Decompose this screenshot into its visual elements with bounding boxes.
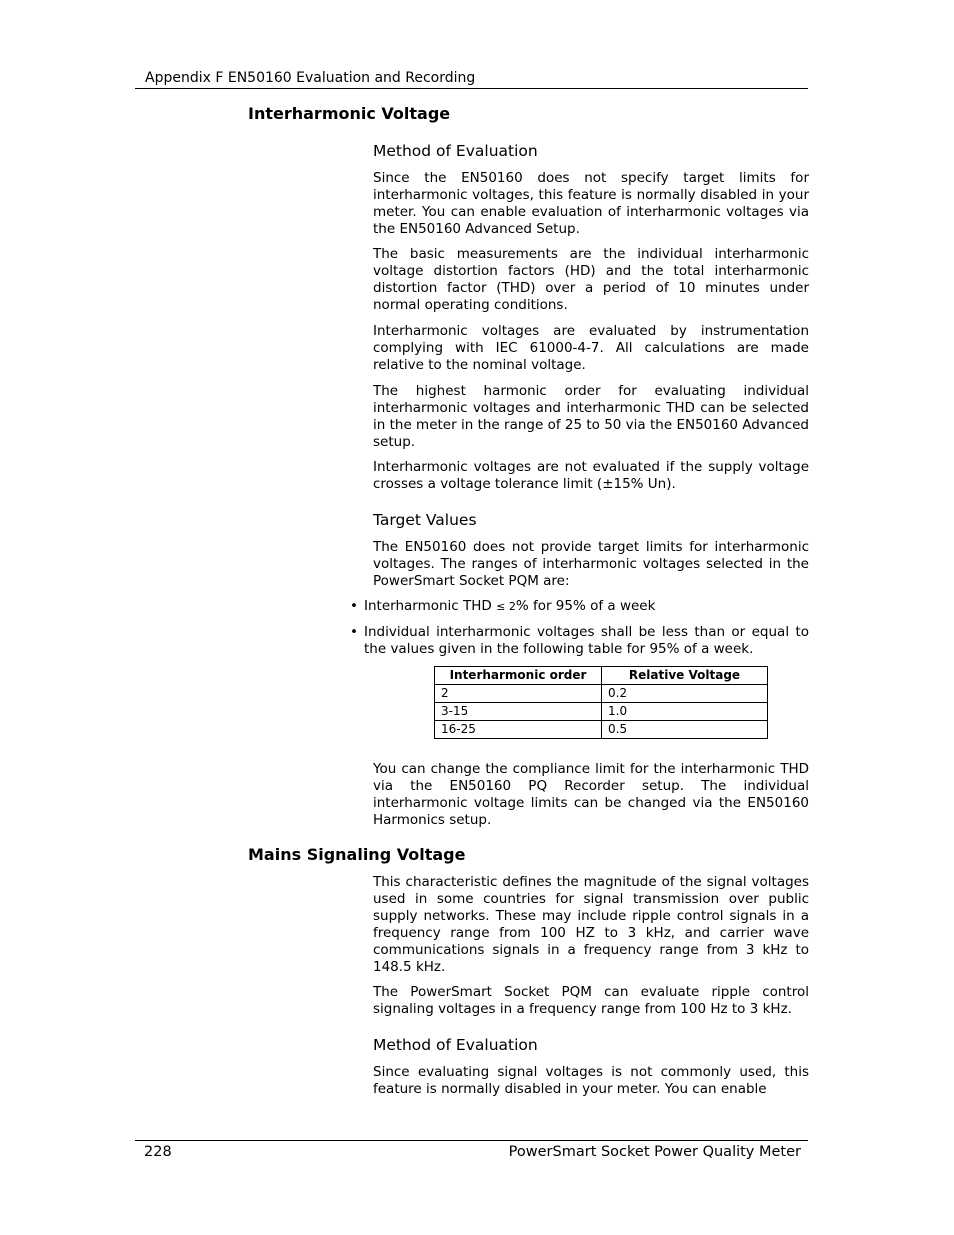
column-header: Relative Voltage — [602, 667, 768, 685]
table-row — [435, 685, 768, 703]
running-header — [135, 68, 808, 89]
bullet-icon: • — [350, 624, 358, 640]
table-cell: 16-25 — [435, 721, 602, 739]
column-header: Interharmonic order — [435, 667, 602, 685]
paragraph: The basic measurements are the individual interharmonic voltage distortion factors (HD) and the total interharmonic distortion factor (THD) over a period of 10 minutes under normal operating conditions. — [373, 246, 809, 313]
paragraph: The EN50160 does not provide target limits for interharmonic voltages. The ranges of interharmonic voltages selected in the PowerSmart Socket PQM are: — [373, 539, 809, 589]
section-title-interharmonic: Interharmonic Voltage — [248, 104, 451, 123]
paragraph: Interharmonic voltages are evaluated by instrumentation complying with IEC 61000-4-7. All calculations are made relative to the nominal voltage. — [373, 323, 809, 373]
table-header-row — [435, 667, 768, 685]
paragraph: Since the EN50160 does not specify target limits for interharmonic voltages, this feature is normally disabled in your meter. You can enable evaluation of interharmonic voltages via the EN50160 Advanced Setup. — [373, 170, 809, 237]
paragraph: Interharmonic voltages are not evaluated if the supply voltage crosses a voltage tolerance limit (±15% Un). — [373, 459, 809, 492]
table-row — [435, 703, 768, 721]
table-cell: 0.5 — [602, 721, 768, 739]
table-row — [435, 721, 768, 739]
paragraph: This characteristic defines the magnitude of the signal voltages used in some countries for signal transmission over public supply networks. These may include ripple control signals in a frequency range from 100 HZ to 3 kHz, and carrier wave communications signals in a frequency range from 3 kHz to 148.5 kHz. — [373, 874, 809, 975]
paragraph: Since evaluating signal voltages is not commonly used, this feature is normally disabled in your meter. You can enable — [373, 1064, 809, 1097]
subheading-method-of-evaluation: Method of Evaluation — [373, 142, 538, 160]
table-cell: 2 — [435, 685, 602, 703]
list-item: • Interharmonic THD ≤ 2% for 95% of a week — [350, 598, 656, 614]
section-title-mains-signaling: Mains Signaling Voltage — [248, 845, 466, 864]
subheading-method-of-evaluation: Method of Evaluation — [373, 1036, 538, 1054]
table-cell: 3-15 — [435, 703, 602, 721]
header-text: Appendix F EN50160 Evaluation and Recording — [145, 70, 476, 86]
paragraph: The highest harmonic order for evaluating individual interharmonic voltages and interharmonic THD can be selected in the meter in the range of 25 to 50 via the EN50160 Advanced setup. — [373, 383, 809, 450]
table-cell: 0.2 — [602, 685, 768, 703]
page-number: 228 — [144, 1144, 172, 1160]
subheading-target-values: Target Values — [373, 511, 477, 529]
paragraph: You can change the compliance limit for the interharmonic THD via the EN50160 PQ Recorder setup. The individual interharmonic voltage limits can be changed via the EN50160 Harmonics setup. — [373, 761, 809, 828]
bullet-icon: • — [350, 598, 358, 614]
list-item: • Individual interharmonic voltages shall be less than or equal to the values given in the following table for 95% of a week. — [350, 624, 809, 657]
footer-title: PowerSmart Socket Power Quality Meter — [508, 1144, 801, 1160]
page-footer — [135, 1140, 808, 1160]
table-cell: 1.0 — [602, 703, 768, 721]
paragraph: The PowerSmart Socket PQM can evaluate ripple control signaling voltages in a frequency range from 100 Hz to 3 kHz. — [373, 984, 809, 1017]
interharmonic-limits-table — [434, 666, 768, 739]
